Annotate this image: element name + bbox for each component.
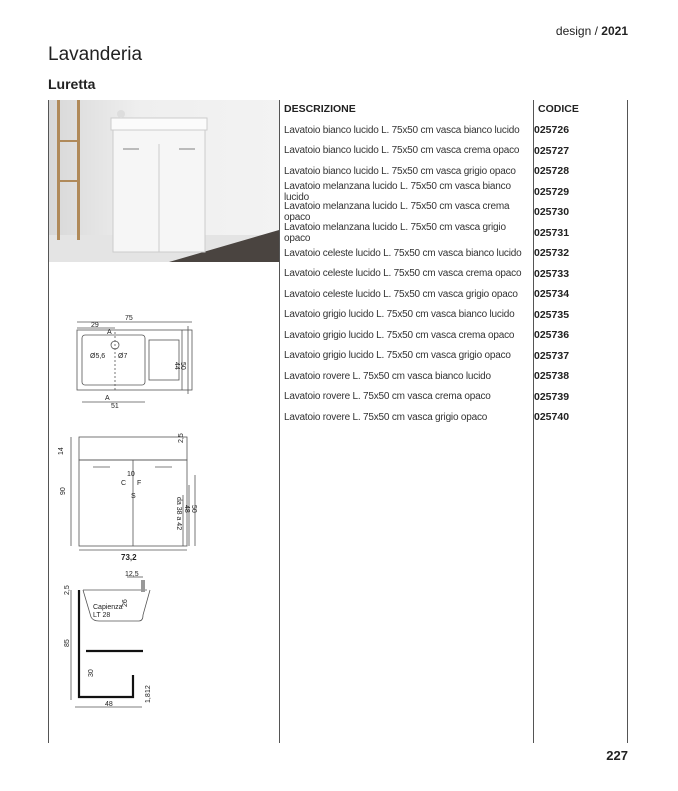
side-section-diagram — [55, 565, 205, 710]
dim-label: 10 — [127, 471, 135, 478]
header-prefix: design / — [555, 24, 602, 38]
dim-label: Ø5,6 — [90, 353, 106, 360]
dim-label: S — [131, 493, 136, 500]
row-description: Lavatoio bianco lucido L. 75x50 cm vasca grigio opaco — [284, 165, 516, 177]
row-description: Lavatoio celeste lucido L. 75x50 cm vasca crema opaco — [284, 268, 522, 280]
table-row — [284, 243, 569, 264]
row-code: 025740 — [534, 411, 570, 424]
dim-label: F — [137, 480, 142, 487]
dim-label: 90 — [60, 487, 67, 495]
table-row — [284, 407, 569, 428]
row-code: 025730 — [534, 206, 570, 219]
row-description: Lavatoio melanzana lucido L. 75x50 cm vasca grigio opaco — [284, 221, 506, 244]
table-row — [284, 325, 569, 346]
dim-label: 26 — [122, 599, 129, 607]
table-row — [284, 346, 569, 367]
row-code: 025727 — [534, 144, 570, 157]
row-code: 025739 — [534, 390, 570, 403]
dim-label: 2,5 — [64, 585, 71, 595]
dim-label: 29 — [91, 322, 99, 329]
dim-label: 51 — [111, 403, 119, 410]
row-code: 025729 — [534, 185, 570, 198]
table-row — [284, 120, 569, 141]
row-description: Lavatoio bianco lucido L. 75x50 cm vasca bianco lucido — [284, 124, 520, 136]
section-title: Lavanderia — [48, 44, 143, 65]
row-code: 025734 — [534, 288, 570, 301]
divider — [279, 100, 280, 743]
dim-label: 14 — [58, 447, 65, 455]
product-title: Luretta — [48, 76, 96, 92]
dim-label: 75 — [125, 315, 133, 322]
capacity-value: LT 28 — [93, 612, 111, 619]
row-code: 025738 — [534, 370, 570, 383]
dim-label: da 38 a 42 — [175, 497, 182, 531]
row-code: 025726 — [534, 124, 570, 137]
table-row — [284, 284, 569, 305]
row-description: Lavatoio celeste lucido L. 75x50 cm vasca bianco lucido — [284, 247, 522, 259]
dim-label: 50 — [179, 362, 186, 370]
dim-label: 30 — [88, 669, 95, 677]
header-year: 2021 — [601, 24, 628, 38]
table-row — [284, 161, 569, 182]
dim-label: 12 — [145, 685, 152, 693]
row-description: Lavatoio rovere L. 75x50 cm vasca grigio opaco — [284, 411, 488, 423]
dim-label: 48 — [183, 505, 190, 513]
dim-label: 2,5 — [178, 433, 185, 443]
row-code: 025733 — [534, 267, 570, 280]
dim-label: 12,5 — [125, 571, 139, 578]
table-row — [284, 264, 569, 285]
table-row — [284, 387, 569, 408]
laundry-cabinet-image — [49, 100, 279, 262]
row-description: Lavatoio rovere L. 75x50 cm vasca bianco lucido — [284, 370, 491, 382]
dim-label: 44 — [173, 362, 180, 370]
row-code: 025728 — [534, 165, 570, 178]
row-description: Lavatoio melanzana lucido L. 75x50 cm vasca crema opaco — [284, 201, 510, 224]
dim-label: 48 — [105, 701, 113, 708]
row-code: 025735 — [534, 308, 570, 321]
product-table — [284, 120, 569, 428]
dim-label: A — [105, 395, 110, 402]
row-description: Lavatoio celeste lucido L. 75x50 cm vasca grigio opaco — [284, 288, 518, 300]
row-code: 025736 — [534, 329, 570, 342]
column-header-code: CODICE — [538, 103, 579, 115]
product-photo — [49, 100, 279, 262]
row-code: 025731 — [534, 226, 570, 239]
row-description: Lavatoio bianco lucido L. 75x50 cm vasca crema opaco — [284, 145, 520, 157]
dim-label: 1,8 — [145, 693, 152, 703]
dim-label: A — [107, 329, 112, 336]
row-code: 025737 — [534, 349, 570, 362]
table-row — [284, 141, 569, 162]
row-description: Lavatoio grigio lucido L. 75x50 cm vasca grigio opaco — [284, 350, 511, 362]
table-row — [284, 202, 569, 223]
table-row — [284, 366, 569, 387]
row-description: Lavatoio grigio lucido L. 75x50 cm vasca bianco lucido — [284, 309, 515, 321]
width-dim-label: 73,2 — [121, 553, 137, 562]
table-row — [284, 182, 569, 203]
dim-label: 85 — [64, 639, 71, 647]
front-view-diagram — [55, 425, 205, 565]
dim-label: 50 — [190, 505, 197, 513]
column-header-description: DESCRIZIONE — [284, 103, 356, 115]
top-view-diagram — [55, 310, 205, 415]
table-row — [284, 223, 569, 244]
page-header — [556, 24, 628, 38]
dim-label: C — [121, 480, 127, 487]
table-row — [284, 305, 569, 326]
capacity-label: Capienza — [93, 604, 123, 611]
row-description: Lavatoio melanzana lucido L. 75x50 cm vasca bianco lucido — [284, 180, 511, 203]
dim-label: Ø7 — [118, 353, 128, 360]
divider — [627, 100, 628, 743]
row-description: Lavatoio grigio lucido L. 75x50 cm vasca crema opaco — [284, 329, 515, 341]
row-description: Lavatoio rovere L. 75x50 cm vasca crema opaco — [284, 391, 491, 403]
row-code: 025732 — [534, 247, 570, 260]
page-number: 227 — [606, 748, 628, 763]
